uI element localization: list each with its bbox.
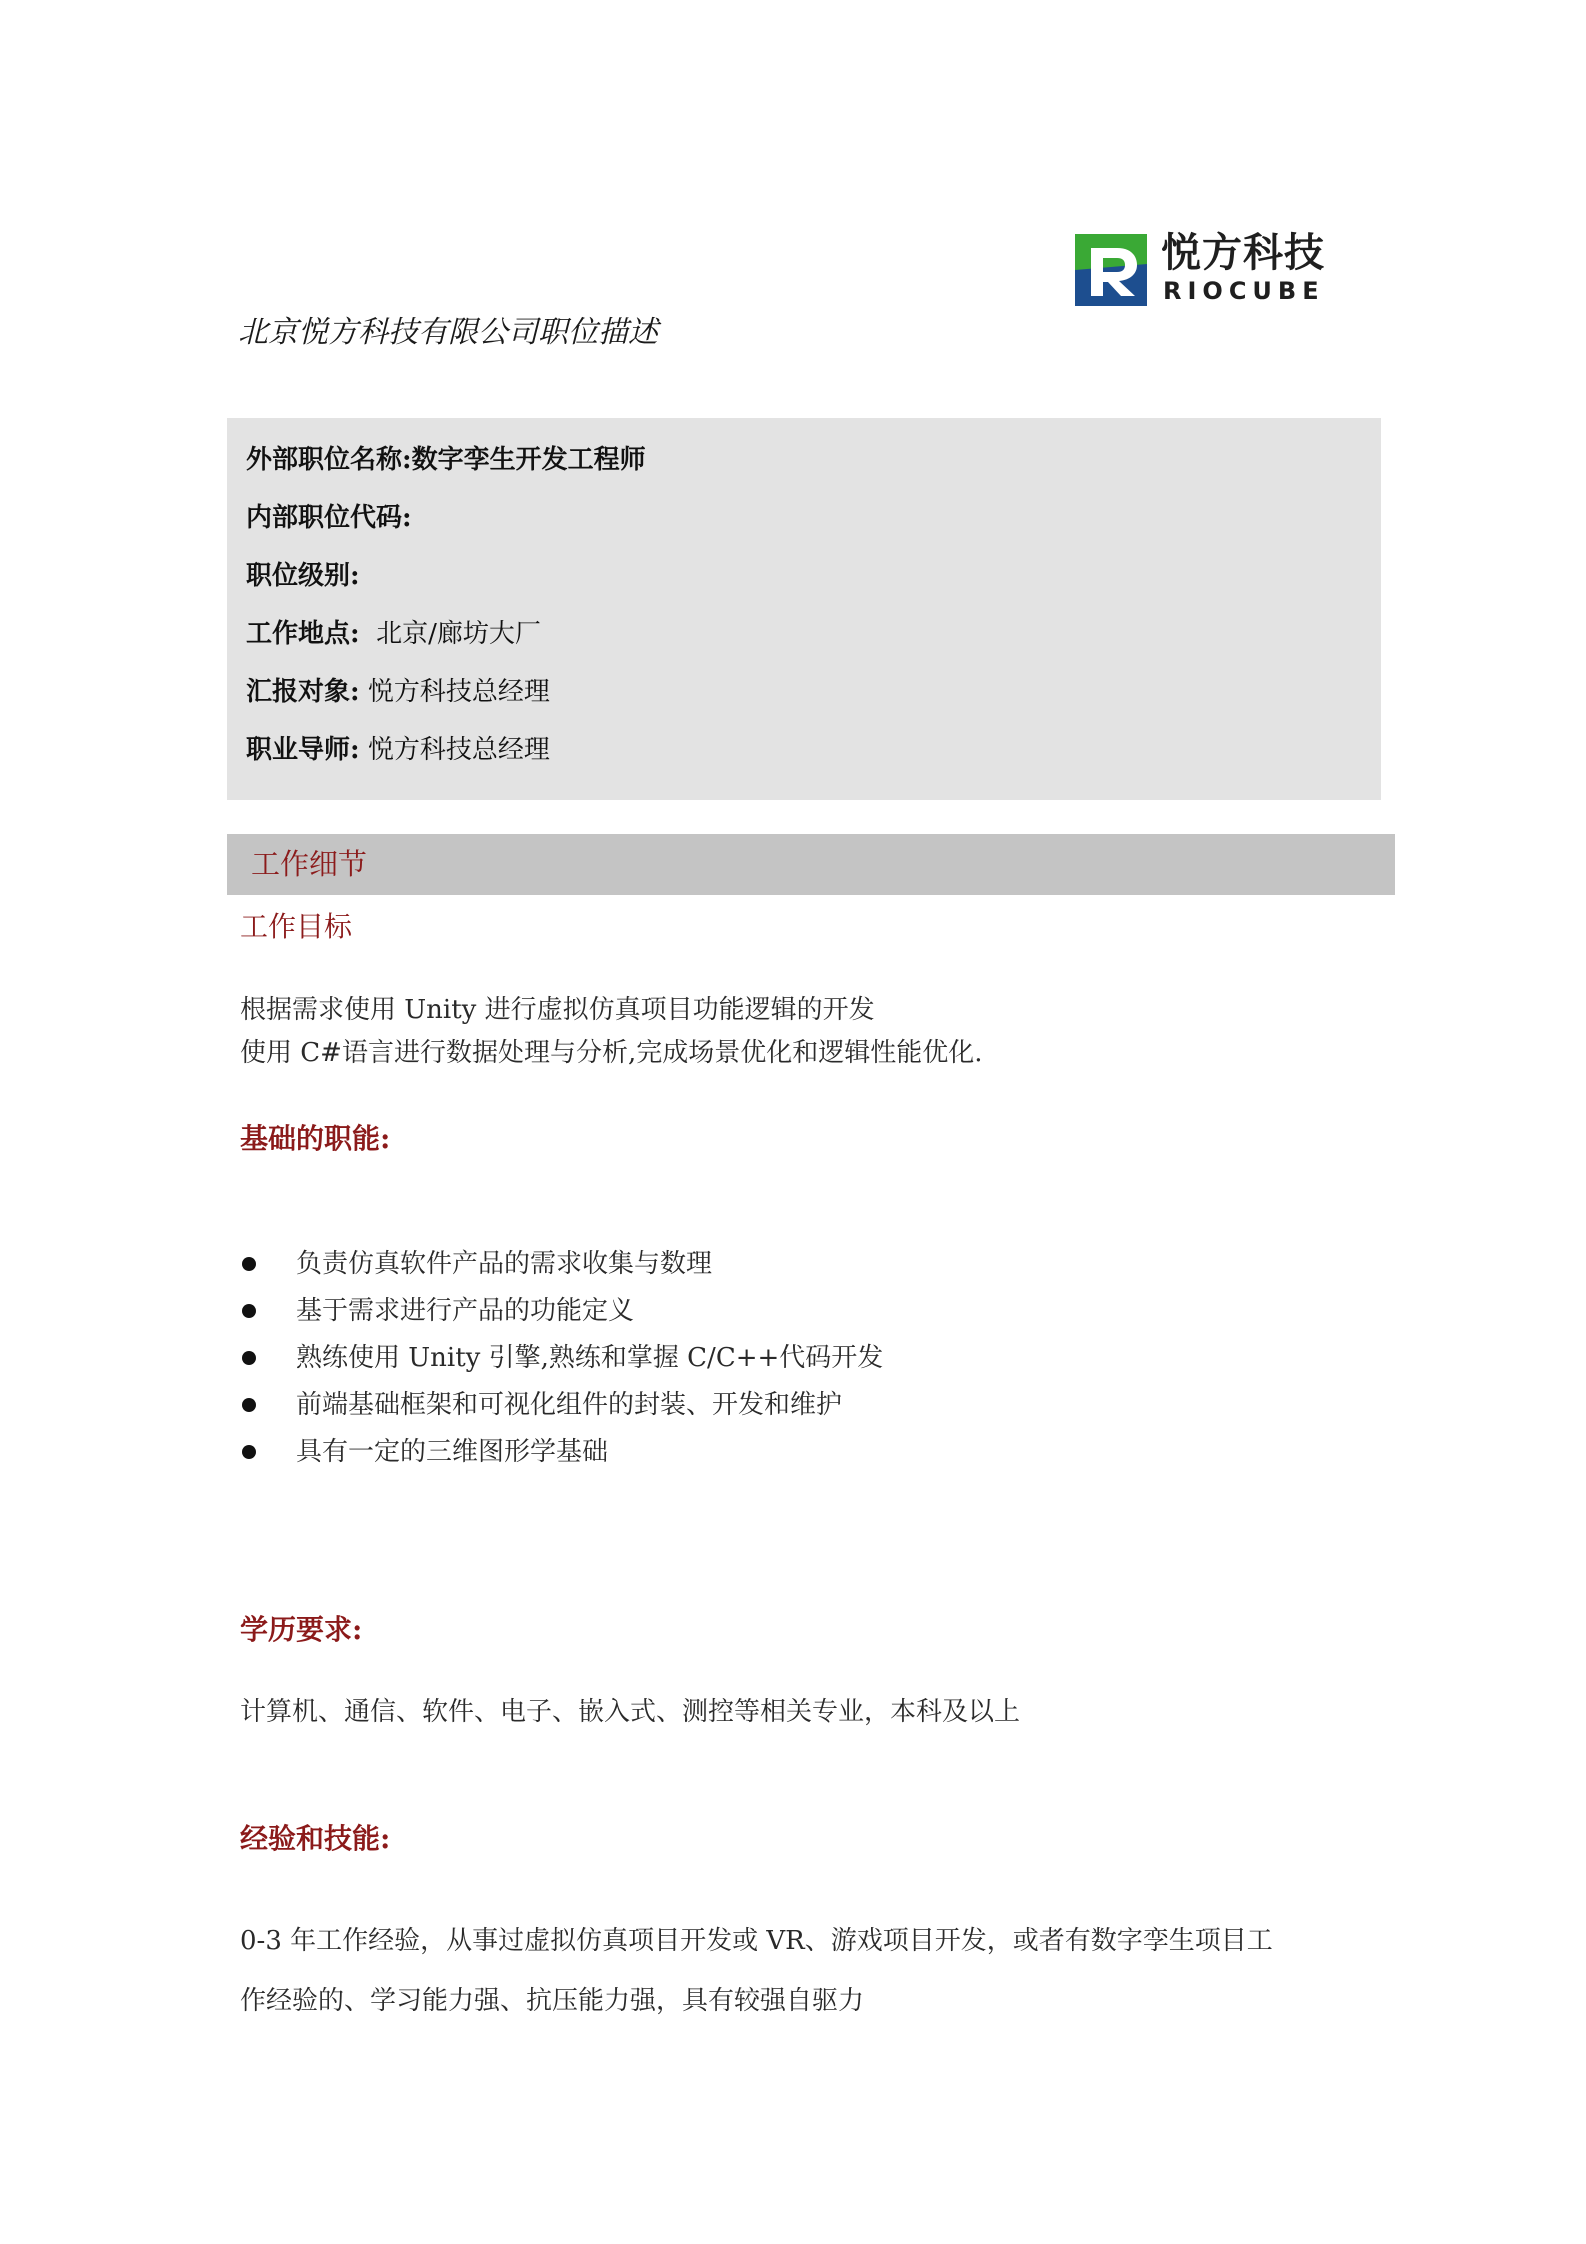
info-row-location [246,614,541,654]
info-label: 工作地点: [246,619,360,649]
list-item [240,1291,883,1338]
company-logo [1075,232,1353,308]
bullet-icon [242,1398,256,1412]
list-item [240,1338,883,1385]
bullet-icon [242,1351,256,1365]
info-value: 悦方科技总经理 [367,677,550,707]
info-label: 汇报对象: [246,677,360,707]
document-title: 北京悦方科技有限公司职位描述 [238,315,658,350]
info-value: 悦方科技总经理 [367,735,550,765]
duty-text: 熟练使用 Unity 引擎,熟练和掌握 C/C++代码开发 [296,1343,884,1373]
logo-chinese-name: 悦方科技 [1161,230,1325,276]
education-heading: 学历要求: [240,1613,363,1646]
duties-list [240,1244,883,1479]
info-row-level [246,556,360,596]
bullet-icon [242,1304,256,1318]
section-title: 工作细节 [251,847,368,881]
goal-heading: 工作目标 [240,910,353,943]
list-item [240,1244,883,1291]
bullet-icon [242,1257,256,1271]
info-row-external-title [246,440,646,480]
job-info-box [227,418,1381,800]
duty-text: 基于需求进行产品的功能定义 [296,1296,635,1326]
logo-english-name: RIOCUBE [1163,277,1325,305]
riocube-logo-mark-icon [1075,234,1147,306]
duty-text: 前端基础框架和可视化组件的封装、开发和维护 [296,1390,843,1420]
goal-line-2: 使用 C#语言进行数据处理与分析,完成场景优化和逻辑性能优化. [240,1038,983,1068]
info-value: 北京/廊坊大厂 [376,619,541,649]
list-item [240,1385,883,1432]
list-item [240,1432,883,1479]
info-label: 职位级别: [246,561,360,591]
info-label: 内部职位代码: [246,503,412,533]
info-row-internal-code [246,498,412,538]
info-label: 职业导师: [246,735,360,765]
experience-heading: 经验和技能: [240,1822,391,1855]
info-value: 数字孪生开发工程师 [411,445,646,475]
duty-text: 具有一定的三维图形学基础 [296,1437,609,1467]
info-label: 外部职位名称: [246,445,412,475]
info-row-mentor [246,730,550,770]
bullet-icon [242,1445,256,1459]
goal-line-1: 根据需求使用 Unity 进行虚拟仿真项目功能逻辑的开发 [240,995,875,1025]
info-row-report-to [246,672,550,712]
duty-text: 负责仿真软件产品的需求收集与数理 [296,1249,713,1279]
education-text: 计算机、通信、软件、电子、嵌入式、测控等相关专业，本科及以上 [240,1697,1021,1727]
experience-line-2: 作经验的、学习能力强、抗压能力强，具有较强自驱力 [240,1986,865,2016]
experience-line-1: 0-3 年工作经验，从事过虚拟仿真项目开发或 VR、游戏项目开发，或者有数字孪生项目工 [240,1926,1273,1956]
section-bar-job-details [227,834,1395,895]
duties-heading: 基础的职能: [240,1122,391,1155]
